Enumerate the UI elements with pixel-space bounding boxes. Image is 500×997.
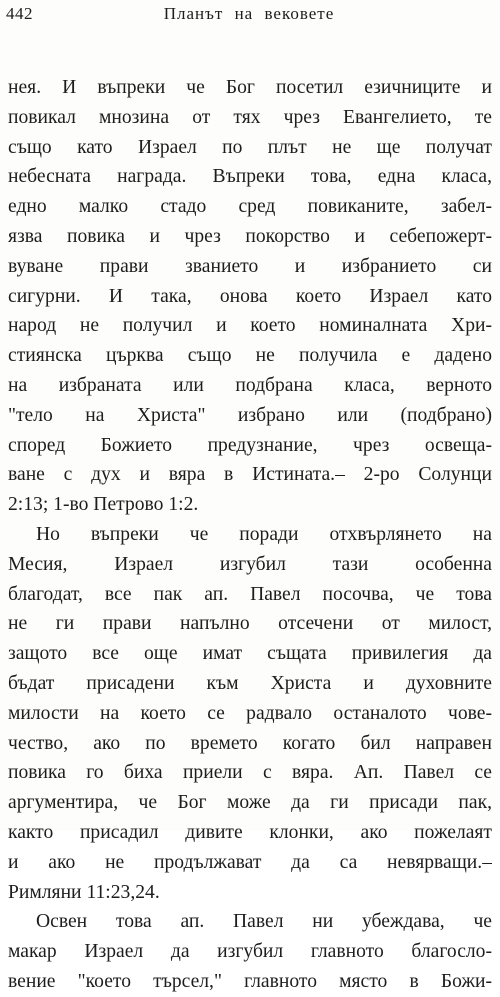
text-line: небесната награда. Въпреки това, една класа, — [8, 166, 492, 188]
text-line: вуване прави званието и избранието си — [8, 255, 492, 277]
text-line: народ не получил и което номиналната Хри- — [8, 315, 492, 337]
text-line: чество, ако по времето когато бил направен — [8, 732, 492, 754]
text-line: стиянска църква също не получила е дадено — [8, 345, 492, 367]
text-line: макар Израел да изгубил главното благосло- — [8, 941, 492, 963]
book-title: Планът на вековете — [163, 4, 335, 23]
text-line: "тело на Христа" избрано или (подбрано) — [8, 404, 492, 426]
paragraph — [8, 73, 492, 520]
text-line: Римляни 11:23,24. — [8, 881, 160, 903]
text-line: също като Израел по плът не ще получат — [8, 136, 492, 158]
page-number: 442 — [6, 4, 33, 23]
text-line: благодат, все пак ап. Павел посочва, че това — [8, 583, 492, 605]
body-text — [8, 73, 492, 997]
text-line: повикал мнозина от тях чрез Евангелието, те — [8, 106, 492, 128]
text-line: защото все още имат същата привилегия да — [8, 643, 492, 665]
text-line: ване с дух и вяра в Истината.– 2-ро Солунци — [8, 464, 492, 486]
text-line: едно малко стадо сред повиканите, забел- — [8, 196, 492, 218]
text-line: Месия, Израел изгубил тази особенна — [8, 553, 492, 575]
text-line: язва повика и чрез покорство и себепожерт- — [8, 225, 492, 247]
text-line: бъдат присадени към Христа и духовните — [8, 672, 492, 694]
running-head — [6, 4, 492, 28]
text-line: и ако не продължават да са невярващи.– — [8, 851, 492, 873]
text-line: Но въпреки че поради отхвърлянето на — [36, 523, 492, 545]
text-line: сигурни. И така, онова което Израел като — [8, 285, 492, 307]
text-line: както присадил дивите клонки, ако пожелаят — [8, 821, 492, 843]
paragraph — [8, 520, 492, 907]
paragraph — [8, 907, 492, 996]
text-line: според Божието предузнание, чрез освеща- — [8, 434, 492, 456]
text-line: повика го биха приели с вяра. Ап. Павел се — [8, 762, 492, 784]
text-line: 2:13; 1-во Петрово 1:2. — [8, 494, 199, 516]
text-line: не ги прави напълно отсечени от милост, — [8, 613, 492, 635]
text-line: вение "което търсел," главното място в Божи- — [8, 970, 492, 992]
text-line: на избраната или подбрана класа, верното — [8, 374, 492, 396]
text-line: нея. И въпреки че Бог посетил езичниците и — [8, 77, 492, 98]
text-line: Освен това ап. Павел ни убеждава, че — [36, 911, 492, 933]
text-line: аргументира, че Бог може да ги присади пак, — [8, 792, 492, 814]
text-line: милости на което се радвало останалото чове- — [8, 702, 492, 724]
